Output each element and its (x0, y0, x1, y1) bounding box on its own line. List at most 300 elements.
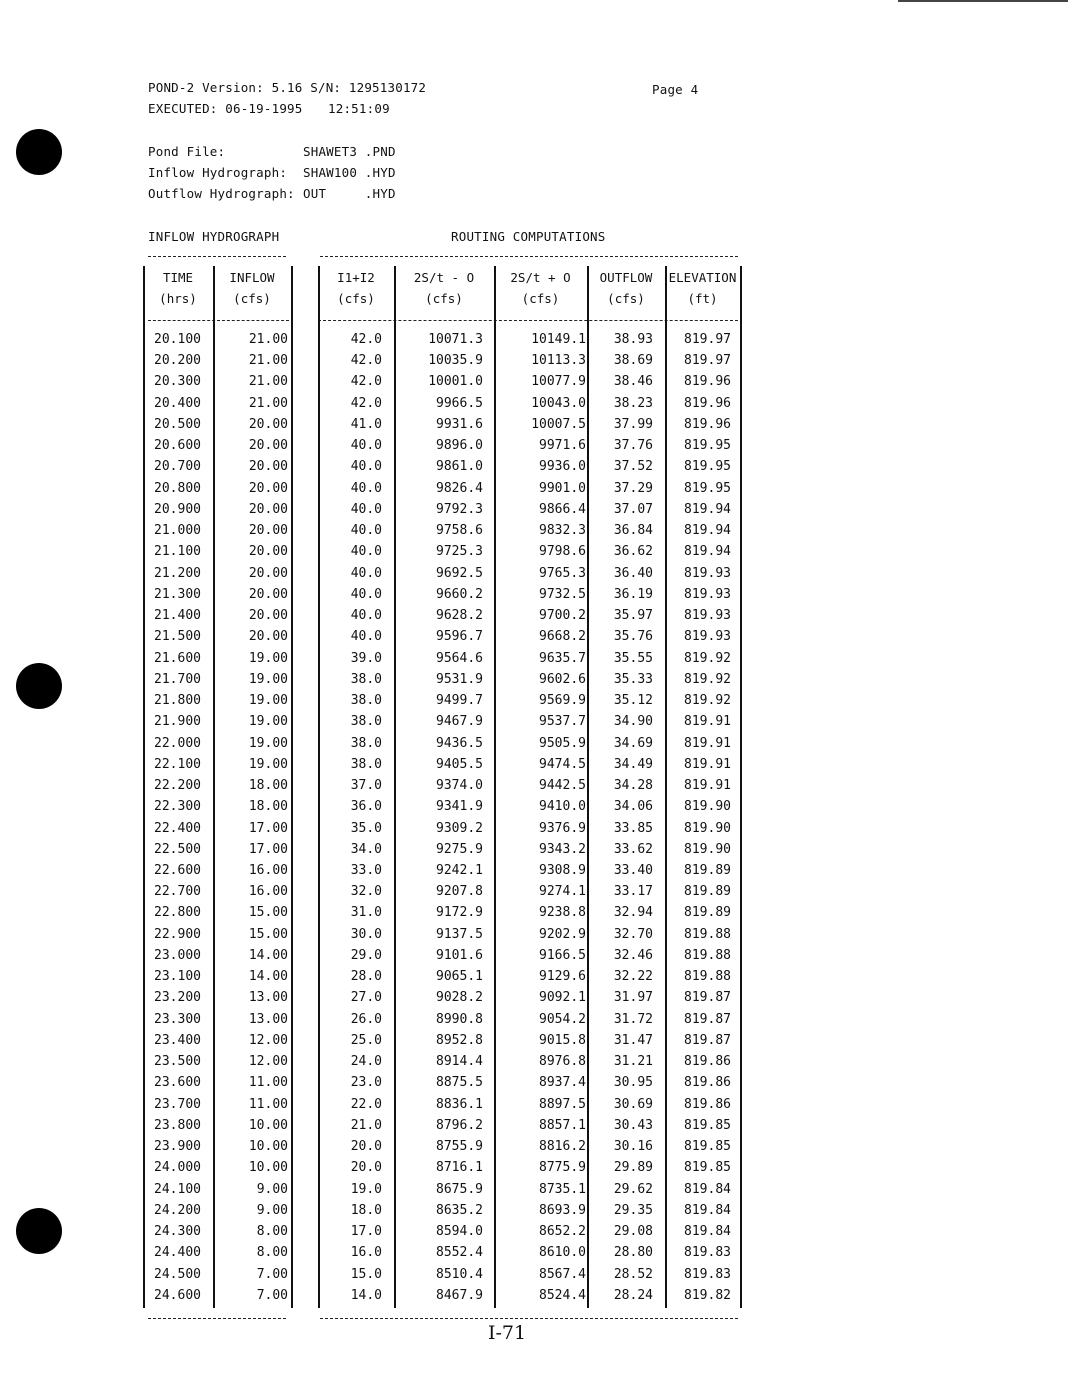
table-cell-inflow: 10.00 (248, 1117, 288, 1133)
table-cell-time: 21.000 (154, 523, 201, 539)
table-cell-outflow: 31.72 (613, 1011, 653, 1027)
inflow-hydrograph-label: Inflow Hydrograph: (148, 165, 288, 180)
table-cell-2s-plus-o: 9410.0 (539, 799, 586, 815)
table-cell-time: 22.500 (154, 841, 201, 857)
table-cell-i1-i2: 20.0 (350, 1160, 382, 1176)
table-cell-i1-i2: 15.0 (350, 1266, 382, 1282)
table-cell-i1-i2: 38.0 (350, 671, 382, 687)
table-cell-outflow: 36.62 (613, 544, 653, 560)
table-cell-inflow: 19.00 (248, 735, 288, 751)
table-cell-i1-i2: 31.0 (350, 905, 382, 921)
table-cell-outflow: 36.84 (613, 523, 653, 539)
table-cell-time: 20.500 (154, 416, 201, 432)
table-cell-2s-minus-o: 9207.8 (436, 884, 483, 900)
table-cell-outflow: 35.55 (613, 650, 653, 666)
column-divider (394, 266, 396, 1308)
table-cell-outflow: 37.52 (613, 459, 653, 475)
table-cell-outflow: 30.16 (613, 1139, 653, 1155)
table-cell-2s-minus-o: 9931.6 (436, 416, 483, 432)
table-cell-2s-minus-o: 9309.2 (436, 820, 483, 836)
table-cell-outflow: 37.76 (613, 438, 653, 454)
col-2s-minus-o-header: 2S/t - O (413, 270, 475, 285)
table-cell-elevation: 819.93 (684, 629, 731, 645)
table-cell-inflow: 19.00 (248, 650, 288, 666)
column-divider (665, 266, 667, 1308)
col-elevation-unit: (ft) (687, 291, 718, 306)
table-cell-2s-minus-o: 8716.1 (436, 1160, 483, 1176)
table-cell-inflow: 20.00 (248, 544, 288, 560)
table-cell-outflow: 37.07 (613, 501, 653, 517)
table-cell-2s-minus-o: 9028.2 (436, 990, 483, 1006)
table-cell-outflow: 38.69 (613, 353, 653, 369)
table-cell-2s-plus-o: 9308.9 (539, 863, 586, 878)
table-cell-2s-plus-o: 9054.2 (539, 1011, 586, 1027)
table-cell-outflow: 29.62 (613, 1181, 653, 1197)
table-cell-outflow: 28.52 (613, 1266, 653, 1282)
table-cell-2s-plus-o: 9936.0 (539, 459, 586, 475)
table-cell-elevation: 819.89 (684, 884, 731, 900)
table-cell-inflow: 20.00 (248, 416, 288, 432)
table-cell-time: 21.500 (154, 629, 201, 645)
table-cell-time: 22.100 (154, 756, 201, 772)
table-cell-i1-i2: 40.0 (350, 459, 382, 475)
table-cell-2s-plus-o: 10077.9 (531, 374, 586, 390)
table-cell-time: 23.000 (154, 947, 201, 963)
table-cell-i1-i2: 35.0 (350, 820, 382, 836)
col-time-header: TIME (162, 270, 194, 285)
table-cell-i1-i2: 14.0 (350, 1287, 382, 1303)
table-cell-2s-minus-o: 10001.0 (428, 374, 483, 390)
table-cell-i1-i2: 29.0 (350, 947, 382, 963)
table-cell-2s-minus-o: 8510.4 (436, 1266, 483, 1282)
table-cell-2s-plus-o: 8610.0 (539, 1245, 586, 1261)
table-cell-2s-plus-o: 9569.9 (539, 693, 586, 709)
table-cell-2s-plus-o: 8652.2 (539, 1224, 586, 1240)
column-divider (291, 266, 293, 1308)
table-cell-2s-minus-o: 8952.8 (436, 1032, 483, 1048)
table-cell-inflow: 8.00 (256, 1245, 288, 1261)
table-cell-i1-i2: 42.0 (350, 395, 382, 411)
table-cell-i1-i2: 34.0 (350, 841, 382, 857)
table-cell-i1-i2: 39.0 (350, 650, 382, 666)
table-cell-elevation: 819.88 (684, 969, 731, 985)
table-cell-outflow: 28.24 (613, 1287, 653, 1303)
inflow-bottom-rule (148, 1318, 286, 1319)
table-cell-inflow: 17.00 (248, 820, 288, 836)
table-cell-time: 23.100 (154, 969, 201, 985)
table-cell-2s-minus-o: 8594.0 (436, 1224, 483, 1240)
table-cell-time: 21.700 (154, 671, 201, 687)
table-cell-2s-minus-o: 9628.2 (436, 608, 483, 624)
column-divider (213, 266, 215, 1308)
inflow-section-title: INFLOW HYDROGRAPH (148, 229, 280, 244)
table-cell-inflow: 14.00 (248, 969, 288, 985)
table-cell-inflow: 11.00 (248, 1075, 288, 1091)
page-footer: I-71 (488, 1322, 527, 1344)
table-cell-outflow: 29.35 (613, 1202, 653, 1218)
table-cell-elevation: 819.83 (684, 1266, 731, 1282)
table-cell-outflow: 30.95 (613, 1075, 653, 1091)
table-cell-2s-minus-o: 8914.4 (436, 1054, 483, 1070)
table-cell-2s-minus-o: 9896.0 (436, 438, 483, 454)
table-cell-2s-plus-o: 9537.7 (539, 714, 586, 730)
table-cell-i1-i2: 26.0 (350, 1011, 382, 1027)
table-cell-i1-i2: 23.0 (350, 1075, 382, 1091)
outflow-hydrograph-value: OUT .HYD (303, 186, 396, 201)
table-cell-inflow: 18.00 (248, 799, 288, 815)
punch-hole-top (16, 129, 62, 175)
table-cell-i1-i2: 38.0 (350, 756, 382, 772)
col-time-unit: (hrs) (159, 291, 197, 306)
table-cell-outflow: 31.97 (613, 990, 653, 1006)
punch-hole-bottom (16, 1208, 62, 1254)
table-cell-time: 21.200 (154, 565, 201, 581)
table-cell-outflow: 34.69 (613, 735, 653, 751)
table-cell-time: 23.700 (154, 1096, 201, 1112)
table-cell-outflow: 34.90 (613, 714, 653, 730)
table-cell-time: 22.700 (154, 884, 201, 900)
table-cell-2s-minus-o: 8990.8 (436, 1011, 483, 1027)
table-cell-outflow: 35.33 (613, 671, 653, 687)
table-cell-elevation: 819.97 (684, 332, 731, 347)
table-cell-i1-i2: 20.0 (350, 1139, 382, 1155)
table-cell-2s-plus-o: 9343.2 (539, 841, 586, 857)
table-cell-time: 22.900 (154, 926, 201, 942)
table-cell-outflow: 38.46 (613, 374, 653, 390)
table-cell-inflow: 21.00 (248, 353, 288, 369)
table-cell-elevation: 819.84 (684, 1181, 731, 1197)
table-cell-2s-minus-o: 8755.9 (436, 1139, 483, 1155)
table-cell-2s-minus-o: 9692.5 (436, 565, 483, 581)
table-cell-i1-i2: 42.0 (350, 353, 382, 369)
table-cell-time: 20.800 (154, 480, 201, 496)
table-cell-i1-i2: 40.0 (350, 586, 382, 602)
table-cell-outflow: 36.19 (613, 586, 653, 602)
table-cell-time: 21.800 (154, 693, 201, 709)
table-cell-inflow: 15.00 (248, 905, 288, 921)
table-cell-time: 24.400 (154, 1245, 201, 1261)
table-cell-inflow: 14.00 (248, 947, 288, 963)
table-cell-2s-plus-o: 8693.9 (539, 1202, 586, 1218)
table-cell-inflow: 12.00 (248, 1054, 288, 1070)
table-cell-time: 23.200 (154, 990, 201, 1006)
table-cell-2s-minus-o: 9660.2 (436, 586, 483, 602)
table-cell-i1-i2: 38.0 (350, 693, 382, 709)
table-cell-2s-minus-o: 9101.6 (436, 947, 483, 963)
table-cell-inflow: 21.00 (248, 395, 288, 411)
table-cell-outflow: 32.94 (613, 905, 653, 921)
table-cell-outflow: 33.40 (613, 863, 653, 878)
table-cell-time: 20.300 (154, 374, 201, 390)
table-cell-i1-i2: 40.0 (350, 438, 382, 454)
table-cell-2s-minus-o: 9564.6 (436, 650, 483, 666)
table-cell-outflow: 33.85 (613, 820, 653, 836)
table-cell-elevation: 819.90 (684, 841, 731, 857)
table-cell-2s-plus-o: 9376.9 (539, 820, 586, 836)
table-cell-2s-plus-o: 9129.6 (539, 969, 586, 985)
table-cell-2s-minus-o: 9499.7 (436, 693, 483, 709)
table-cell-i1-i2: 24.0 (350, 1054, 382, 1070)
table-cell-2s-minus-o: 9792.3 (436, 501, 483, 517)
table-cell-elevation: 819.95 (684, 438, 731, 454)
table-cell-i1-i2: 37.0 (350, 778, 382, 794)
table-cell-2s-minus-o: 9758.6 (436, 523, 483, 539)
table-cell-i1-i2: 40.0 (350, 480, 382, 496)
table-cell-outflow: 29.89 (613, 1160, 653, 1176)
table-cell-i1-i2: 27.0 (350, 990, 382, 1006)
table-cell-2s-plus-o: 8976.8 (539, 1054, 586, 1070)
table-cell-2s-plus-o: 8775.9 (539, 1160, 586, 1176)
table-cell-elevation: 819.94 (684, 501, 731, 517)
table-cell-time: 24.600 (154, 1287, 201, 1303)
table-cell-i1-i2: 38.0 (350, 735, 382, 751)
table-cell-inflow: 11.00 (248, 1096, 288, 1112)
table-cell-inflow: 19.00 (248, 671, 288, 687)
table-cell-i1-i2: 32.0 (350, 884, 382, 900)
table-cell-2s-minus-o: 10035.9 (428, 353, 483, 369)
table-cell-2s-plus-o: 9092.1 (539, 990, 586, 1006)
table-cell-2s-plus-o: 9274.1 (539, 884, 586, 900)
table-cell-inflow: 7.00 (256, 1266, 288, 1282)
table-cell-i1-i2: 30.0 (350, 926, 382, 942)
col-i1-i2-unit: (cfs) (337, 291, 375, 306)
table-cell-inflow: 18.00 (248, 778, 288, 794)
table-cell-2s-plus-o: 9166.5 (539, 947, 586, 963)
table-cell-elevation: 819.96 (684, 395, 731, 411)
table-cell-2s-minus-o: 9374.0 (436, 778, 483, 794)
table-cell-2s-plus-o: 8897.5 (539, 1096, 586, 1112)
table-cell-2s-minus-o: 9172.9 (436, 905, 483, 921)
table-cell-2s-minus-o: 9861.0 (436, 459, 483, 475)
table-cell-2s-minus-o: 9467.9 (436, 714, 483, 730)
table-cell-inflow: 10.00 (248, 1160, 288, 1176)
table-cell-i1-i2: 40.0 (350, 501, 382, 517)
col-elevation-header: ELEVATION (668, 270, 737, 285)
table-cell-elevation: 819.88 (684, 926, 731, 942)
table-cell-outflow: 38.23 (613, 395, 653, 411)
table-cell-2s-minus-o: 9341.9 (436, 799, 483, 815)
table-cell-outflow: 28.80 (613, 1245, 653, 1261)
table-cell-inflow: 16.00 (248, 884, 288, 900)
table-cell-2s-plus-o: 9015.8 (539, 1032, 586, 1048)
table-cell-time: 22.400 (154, 820, 201, 836)
table-cell-elevation: 819.91 (684, 756, 731, 772)
table-cell-i1-i2: 40.0 (350, 629, 382, 645)
table-cell-elevation: 819.94 (684, 544, 731, 560)
table-cell-2s-plus-o: 9901.0 (539, 480, 586, 496)
table-cell-i1-i2: 42.0 (350, 374, 382, 390)
executed-date: EXECUTED: 06-19-1995 (148, 101, 303, 116)
table-cell-elevation: 819.83 (684, 1245, 731, 1261)
table-cell-2s-plus-o: 8816.2 (539, 1139, 586, 1155)
table-cell-time: 24.000 (154, 1160, 201, 1176)
table-cell-2s-minus-o: 9436.5 (436, 735, 483, 751)
table-cell-2s-plus-o: 10113.3 (531, 353, 586, 369)
table-cell-elevation: 819.86 (684, 1096, 731, 1112)
table-cell-2s-plus-o: 9832.3 (539, 523, 586, 539)
table-cell-2s-plus-o: 9668.2 (539, 629, 586, 645)
scan-edge-line (898, 0, 1068, 2)
table-cell-time: 20.700 (154, 459, 201, 475)
table-cell-elevation: 819.93 (684, 565, 731, 581)
table-cell-i1-i2: 38.0 (350, 714, 382, 730)
table-cell-inflow: 13.00 (248, 1011, 288, 1027)
table-cell-elevation: 819.97 (684, 353, 731, 369)
table-cell-time: 24.100 (154, 1181, 201, 1197)
table-cell-inflow: 19.00 (248, 693, 288, 709)
table-cell-outflow: 31.47 (613, 1032, 653, 1048)
table-cell-2s-plus-o: 9202.9 (539, 926, 586, 942)
col-2s-minus-o-unit: (cfs) (425, 291, 463, 306)
table-cell-elevation: 819.86 (684, 1075, 731, 1091)
table-cell-time: 23.800 (154, 1117, 201, 1133)
table-cell-2s-minus-o: 8467.9 (436, 1287, 483, 1303)
table-cell-time: 21.900 (154, 714, 201, 730)
table-cell-2s-minus-o: 9275.9 (436, 841, 483, 857)
table-cell-2s-minus-o: 9725.3 (436, 544, 483, 560)
table-cell-inflow: 19.00 (248, 714, 288, 730)
table-cell-inflow: 20.00 (248, 501, 288, 517)
table-cell-outflow: 31.21 (613, 1054, 653, 1070)
pond-file-label: Pond File: (148, 144, 226, 159)
table-cell-i1-i2: 22.0 (350, 1096, 382, 1112)
table-cell-2s-plus-o: 10043.0 (531, 395, 586, 411)
table-cell-2s-plus-o: 8857.1 (539, 1117, 586, 1133)
table-cell-elevation: 819.90 (684, 820, 731, 836)
table-cell-2s-minus-o: 9065.1 (436, 969, 483, 985)
table-cell-2s-plus-o: 9238.8 (539, 905, 586, 921)
table-cell-inflow: 20.00 (248, 438, 288, 454)
table-cell-inflow: 9.00 (256, 1181, 288, 1197)
table-cell-elevation: 819.91 (684, 714, 731, 730)
table-cell-inflow: 9.00 (256, 1202, 288, 1218)
table-cell-i1-i2: 21.0 (350, 1117, 382, 1133)
table-cell-i1-i2: 40.0 (350, 565, 382, 581)
table-cell-2s-plus-o: 9442.5 (539, 778, 586, 794)
table-cell-time: 23.600 (154, 1075, 201, 1091)
table-cell-inflow: 19.00 (248, 756, 288, 772)
table-cell-inflow: 20.00 (248, 523, 288, 539)
table-cell-inflow: 10.00 (248, 1139, 288, 1155)
page-number: Page 4 (652, 82, 699, 97)
table-cell-i1-i2: 18.0 (350, 1202, 382, 1218)
table-cell-i1-i2: 28.0 (350, 969, 382, 985)
table-cell-inflow: 7.00 (256, 1287, 288, 1303)
table-cell-elevation: 819.94 (684, 523, 731, 539)
col-outflow-unit: (cfs) (607, 291, 645, 306)
table-cell-inflow: 21.00 (248, 374, 288, 390)
table-cell-elevation: 819.85 (684, 1160, 731, 1176)
table-cell-outflow: 32.70 (613, 926, 653, 942)
table-cell-i1-i2: 25.0 (350, 1032, 382, 1048)
table-cell-time: 20.600 (154, 438, 201, 454)
col-2s-plus-o-header: 2S/t + O (510, 270, 571, 285)
column-divider (494, 266, 496, 1308)
table-cell-2s-plus-o: 9602.6 (539, 671, 586, 687)
version-line: POND-2 Version: 5.16 S/N: 1295130172 (148, 80, 427, 95)
table-cell-outflow: 35.97 (613, 608, 653, 624)
table-cell-time: 23.400 (154, 1032, 201, 1048)
outflow-hydrograph-label: Outflow Hydrograph: (148, 186, 295, 201)
table-cell-2s-plus-o: 8937.4 (539, 1075, 586, 1091)
table-cell-outflow: 38.93 (613, 332, 653, 347)
table-cell-2s-plus-o: 9732.5 (539, 586, 586, 602)
table-cell-elevation: 819.84 (684, 1224, 731, 1240)
col-inflow-unit: (cfs) (233, 291, 271, 306)
table-cell-time: 20.400 (154, 395, 201, 411)
punch-hole-middle (16, 663, 62, 709)
table-cell-elevation: 819.92 (684, 650, 731, 666)
table-cell-2s-minus-o: 8635.2 (436, 1202, 483, 1218)
table-cell-2s-minus-o: 8875.5 (436, 1075, 483, 1091)
table-cell-outflow: 33.17 (613, 884, 653, 900)
table-cell-elevation: 819.87 (684, 1032, 731, 1048)
table-cell-2s-minus-o: 9596.7 (436, 629, 483, 645)
column-divider (587, 266, 589, 1308)
col-i1-i2-header: I1+I2 (337, 270, 375, 285)
table-cell-elevation: 819.90 (684, 799, 731, 815)
table-cell-i1-i2: 42.0 (350, 332, 382, 347)
table-cell-elevation: 819.86 (684, 1054, 731, 1070)
table-cell-outflow: 29.08 (613, 1224, 653, 1240)
table-cell-inflow: 20.00 (248, 586, 288, 602)
table-cell-2s-minus-o: 10071.3 (428, 332, 483, 347)
table-cell-time: 24.300 (154, 1224, 201, 1240)
table-cell-elevation: 819.91 (684, 778, 731, 794)
col-2s-plus-o-unit: (cfs) (521, 291, 560, 306)
table-cell-time: 22.600 (154, 863, 201, 878)
table-cell-time: 20.200 (154, 353, 201, 369)
table-cell-time: 22.000 (154, 735, 201, 751)
table-cell-2s-minus-o: 8796.2 (436, 1117, 483, 1133)
table-cell-elevation: 819.95 (684, 480, 731, 496)
table-cell-2s-plus-o: 9635.7 (539, 650, 586, 666)
table-cell-elevation: 819.93 (684, 586, 731, 602)
table-cell-2s-minus-o: 9137.5 (436, 926, 483, 942)
table-cell-2s-minus-o: 8675.9 (436, 1181, 483, 1197)
table-cell-elevation: 819.87 (684, 1011, 731, 1027)
pond-file-value: SHAWET3 .PND (303, 144, 396, 159)
table-cell-i1-i2: 33.0 (350, 863, 382, 878)
table-cell-inflow: 8.00 (256, 1224, 288, 1240)
table-cell-inflow: 13.00 (248, 990, 288, 1006)
table-cell-2s-minus-o: 9242.1 (436, 863, 483, 878)
table-cell-elevation: 819.93 (684, 608, 731, 624)
table-cell-outflow: 30.69 (613, 1096, 653, 1112)
table-cell-2s-plus-o: 8524.4 (539, 1287, 586, 1303)
table-cell-2s-plus-o: 9971.6 (539, 438, 586, 454)
table-cell-i1-i2: 40.0 (350, 608, 382, 624)
table-cell-i1-i2: 40.0 (350, 544, 382, 560)
table-cell-outflow: 32.46 (613, 947, 653, 963)
table-cell-outflow: 37.99 (613, 416, 653, 432)
table-cell-inflow: 17.00 (248, 841, 288, 857)
table-cell-2s-plus-o: 8567.4 (539, 1266, 586, 1282)
table-cell-elevation: 819.92 (684, 693, 731, 709)
table-cell-elevation: 819.88 (684, 947, 731, 963)
table-cell-outflow: 35.12 (613, 693, 653, 709)
routing-column-rule (318, 320, 738, 321)
table-cell-2s-plus-o: 9505.9 (539, 735, 586, 751)
table-cell-2s-minus-o: 9966.5 (436, 395, 483, 411)
table-cell-elevation: 819.85 (684, 1139, 731, 1155)
table-cell-inflow: 20.00 (248, 608, 288, 624)
column-divider (143, 266, 145, 1308)
inflow-column-rule (148, 320, 289, 321)
table-cell-inflow: 20.00 (248, 459, 288, 475)
table-cell-inflow: 16.00 (248, 863, 288, 878)
table-cell-elevation: 819.96 (684, 374, 731, 390)
